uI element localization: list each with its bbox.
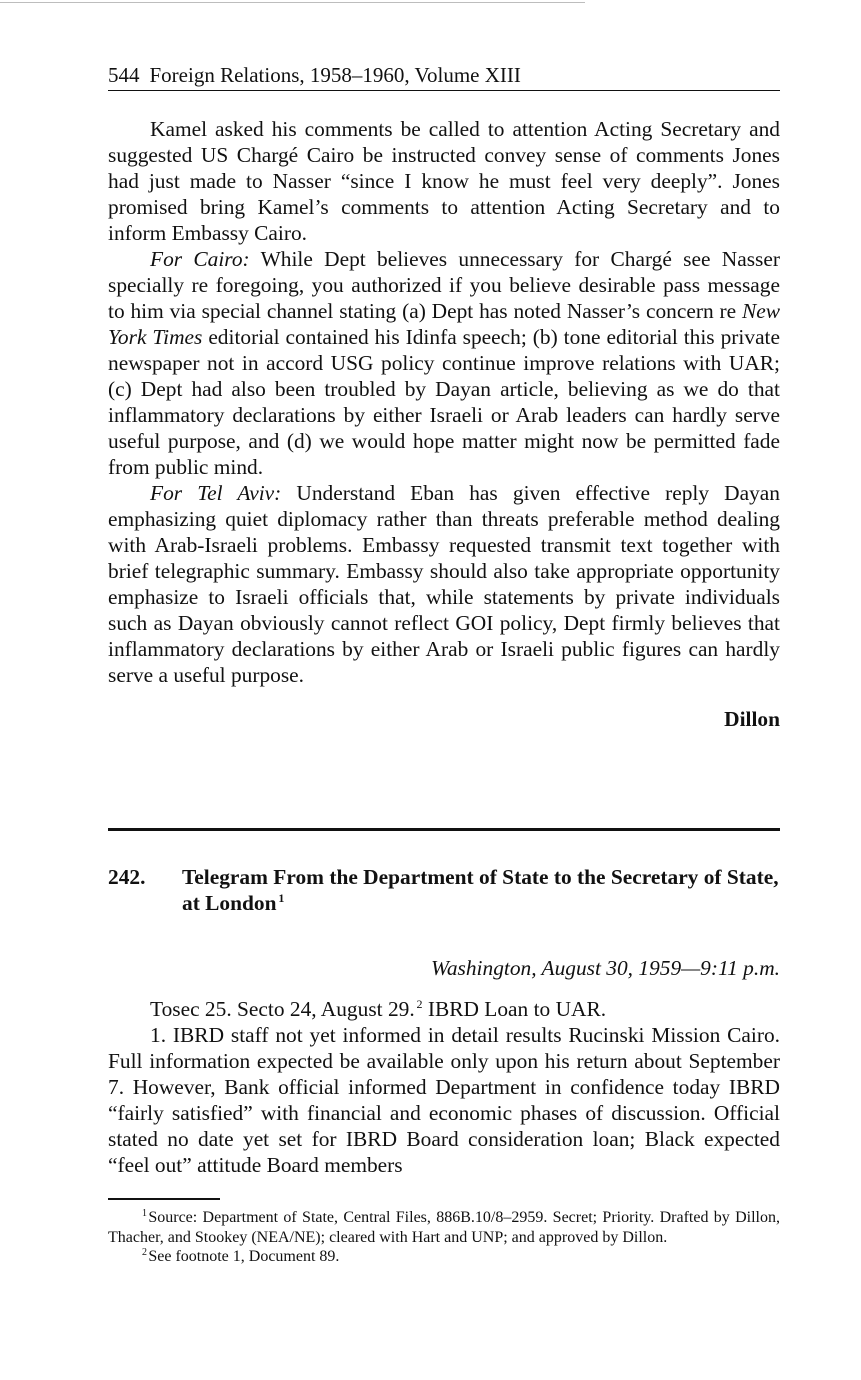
document-number: 242. — [108, 865, 146, 889]
footnote-mark: 1 — [142, 1208, 147, 1219]
footnote-divider — [108, 1198, 220, 1200]
paragraph-for-cairo — [108, 246, 780, 480]
footnote — [108, 1247, 780, 1267]
footnote-mark: 2 — [142, 1247, 147, 1258]
newspaper-title: New York Times — [108, 299, 780, 349]
paragraph-text: Kamel asked his comments be called to attention Acting Secretary and suggested US Chargé Cairo be instructed convey sense of comments Jones had just made to Nasser “since I know he must feel very deeply”. Jones promised bring Kamel’s comments to attention Acting Secretary and to inform Embassy Cairo. — [108, 117, 780, 245]
paragraph-for-tel-aviv — [108, 480, 780, 688]
paragraph — [108, 1022, 780, 1178]
section-divider — [108, 828, 780, 831]
continued-text — [108, 116, 780, 688]
document-title-text: Telegram From the Department of State to the Secretary of State, at London — [182, 865, 779, 915]
page-number: 544 — [108, 63, 140, 87]
footnotes — [108, 1208, 780, 1267]
document-text — [108, 996, 780, 1178]
paragraph — [108, 996, 780, 1022]
paragraph-text: Understand Eban has given effective reply Dayan emphasizing quiet diplomacy rather than threats preferable method dealing with Arab-Israeli problems. Embassy requested transmit text together with brief telegraphic summary. Embassy should also take appropriate opportunity emphasize to Israeli officials that, while statements by private individuals such as Dayan obviously cannot reflect GOI policy, Dept firmly believes that inflammatory declarations by either Arab or Israeli public figures can hardly serve a useful purpose. — [108, 481, 780, 687]
dateline: Washington, August 30, 1959—9:11 p.m. — [430, 956, 780, 980]
paragraph-text: IBRD Loan to UAR. — [422, 997, 607, 1021]
running-title: Foreign Relations, 1958–1960, Volume XIII — [149, 63, 521, 87]
document-title — [182, 864, 780, 916]
for-tel-aviv-lead: For Tel Aviv: — [150, 481, 282, 505]
scan-edge-line — [0, 2, 585, 3]
footnote-text: See footnote 1, Document 89. — [148, 1248, 340, 1265]
document-heading — [108, 864, 780, 916]
paragraph-text: Tosec 25. Secto 24, August 29. — [150, 997, 415, 1021]
for-cairo-lead: For Cairo: — [150, 247, 250, 271]
paragraph-text: While Dept believes unnecessary for Chargé see Nasser specially re foregoing, you authorized if you believe desirable pass message to him via special channel stating (a) Dept has noted Nasser’s concern re — [108, 247, 780, 323]
paragraph — [108, 116, 780, 246]
footnote — [108, 1208, 780, 1247]
signature: Dillon — [724, 707, 780, 731]
footnote-ref: 1 — [278, 891, 285, 905]
paragraph-text: editorial contained his Idinfa speech; (b) tone editorial this private newspaper not in accord USG policy continue improve relations with UAR; (c) Dept had also been troubled by Dayan article, believing as we do that inflammatory declarations by either Israeli or Arab leaders can hardly serve useful purpose, and (d) we would hope matter might now be permitted fade from public mind. — [108, 325, 780, 479]
running-header — [108, 62, 780, 91]
footnote-ref: 2 — [416, 997, 423, 1011]
footnote-text: Source: Department of State, Central Files, 886B.10/8–2959. Secret; Priority. Drafted by Dillon, Thacher, and Stookey (NEA/NE); cleared with Hart and UNP; and approved by Dillon. — [108, 1209, 780, 1246]
paragraph-text: 1. IBRD staff not yet informed in detail results Rucinski Mission Cairo. Full information expected be available only upon his return about September 7. However, Bank official informed Department in confidence today IBRD “fairly satisfied” with financial and economic phases of discussion. Official stated no date yet set for IBRD Board consideration loan; Black expected “feel out” attitude Board members — [108, 1023, 780, 1177]
